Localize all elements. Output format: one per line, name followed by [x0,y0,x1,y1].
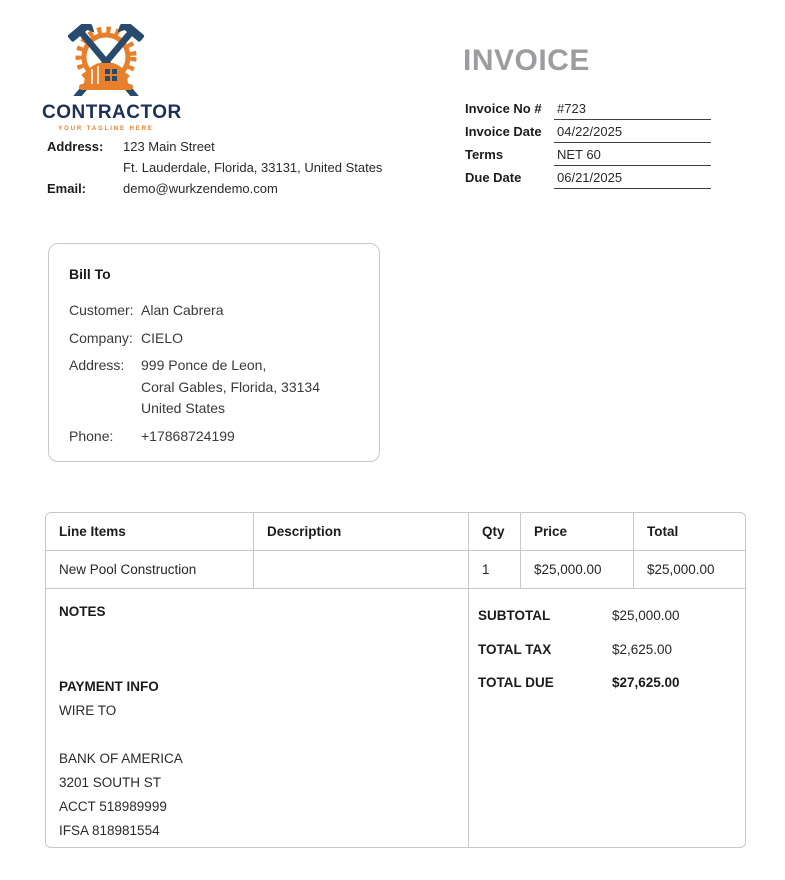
table-footer-section [46,589,745,847]
total-tax-label: TOTAL TAX [478,641,552,657]
subtotal-row [478,599,737,633]
bill-address-label: Address: [69,357,125,373]
due-date-row [465,166,711,189]
phone-label: Phone: [69,427,114,444]
payment-info-block [59,675,455,843]
bill-company-value: CIELO [141,329,184,346]
line-items-table [45,512,746,848]
payment-line: 3201 SOUTH ST [59,775,162,790]
bill-to-title: Bill To [69,266,111,282]
item-price-cell: $25,000.00 [521,551,634,588]
item-total-cell: $25,000.00 [647,562,715,577]
subtotal-label: SUBTOTAL [478,608,551,624]
terms-label: Terms [465,147,504,162]
total-due-label: TOTAL DUE [478,675,554,691]
bill-to-company-row [69,328,359,350]
bill-address-line1: 999 Ponce de Leon, [141,357,267,373]
item-description-cell [254,551,469,588]
bill-to-address-row [69,355,359,420]
total-tax-value: $2,625.00 [612,641,673,657]
payment-info-title: PAYMENT INFO [59,679,159,694]
company-contact [47,136,407,199]
company-logo [42,24,182,132]
payment-line: WIRE TO [59,703,117,718]
subtotal-value: $25,000.00 [612,608,680,624]
company-address-line1: 123 Main Street [123,139,215,154]
invoice-date-row [465,120,711,143]
invoice-date-label: Invoice Date [465,124,542,139]
header-price: Price [521,513,634,550]
total-tax-row [478,633,737,667]
customer-label: Customer: [69,302,134,318]
notes-payment-cell [46,589,469,847]
customer-value: Alan Cabrera [141,302,224,318]
company-address-row [47,136,407,178]
terms-value: NET 60 [554,147,711,166]
company-email-label: Email: [47,181,87,196]
table-row [46,551,745,589]
invoice-number-label: Invoice No # [465,101,542,116]
due-date-label: Due Date [465,170,522,185]
page-title: INVOICE [463,44,590,77]
header-line-items: Line Items [46,513,254,550]
company-address-value [123,136,382,178]
bill-address-line2: Coral Gables, Florida, 33134 [141,378,320,395]
notes-title: NOTES [59,604,106,619]
payment-line: ACCT 518989999 [59,799,167,814]
bill-to-phone-row [69,426,359,448]
company-email-row [47,178,407,199]
company-email-value: demo@wurkzendemo.com [123,181,278,196]
contractor-gear-logo-icon [42,24,170,96]
invoice-meta [465,97,711,189]
phone-value: +17868724199 [141,427,235,444]
table-header-row [46,513,745,551]
payment-line: IFSA 818981554 [59,823,160,838]
payment-line: BANK OF AMERICA [59,751,183,766]
total-due-row [478,666,737,700]
bill-address-value [141,355,320,420]
bill-to-card [48,243,380,462]
header-total: Total [647,524,679,539]
header-description: Description [254,513,469,550]
totals-cell [469,589,745,847]
bill-to-customer-row [69,300,359,322]
terms-row [465,143,711,166]
company-address-label: Address: [47,139,104,154]
invoice-date-value: 04/22/2025 [554,124,711,143]
item-name-cell: New Pool Construction [46,551,254,588]
payment-line [59,723,455,747]
company-address-line2: Ft. Lauderdale, Florida, 33131, United States [123,160,383,175]
header-qty: Qty [469,513,521,550]
invoice-number-row [465,97,711,120]
bill-address-line3: United States [141,400,226,416]
invoice-number-value: #723 [554,101,711,120]
due-date-value: 06/21/2025 [554,170,711,189]
bill-company-label: Company: [69,329,133,346]
brand-name: CONTRACTOR [42,102,182,123]
brand-tagline: YOUR TAGLINE HERE [58,126,154,132]
total-due-value: $27,625.00 [612,675,680,691]
item-qty-cell: 1 [469,551,521,588]
